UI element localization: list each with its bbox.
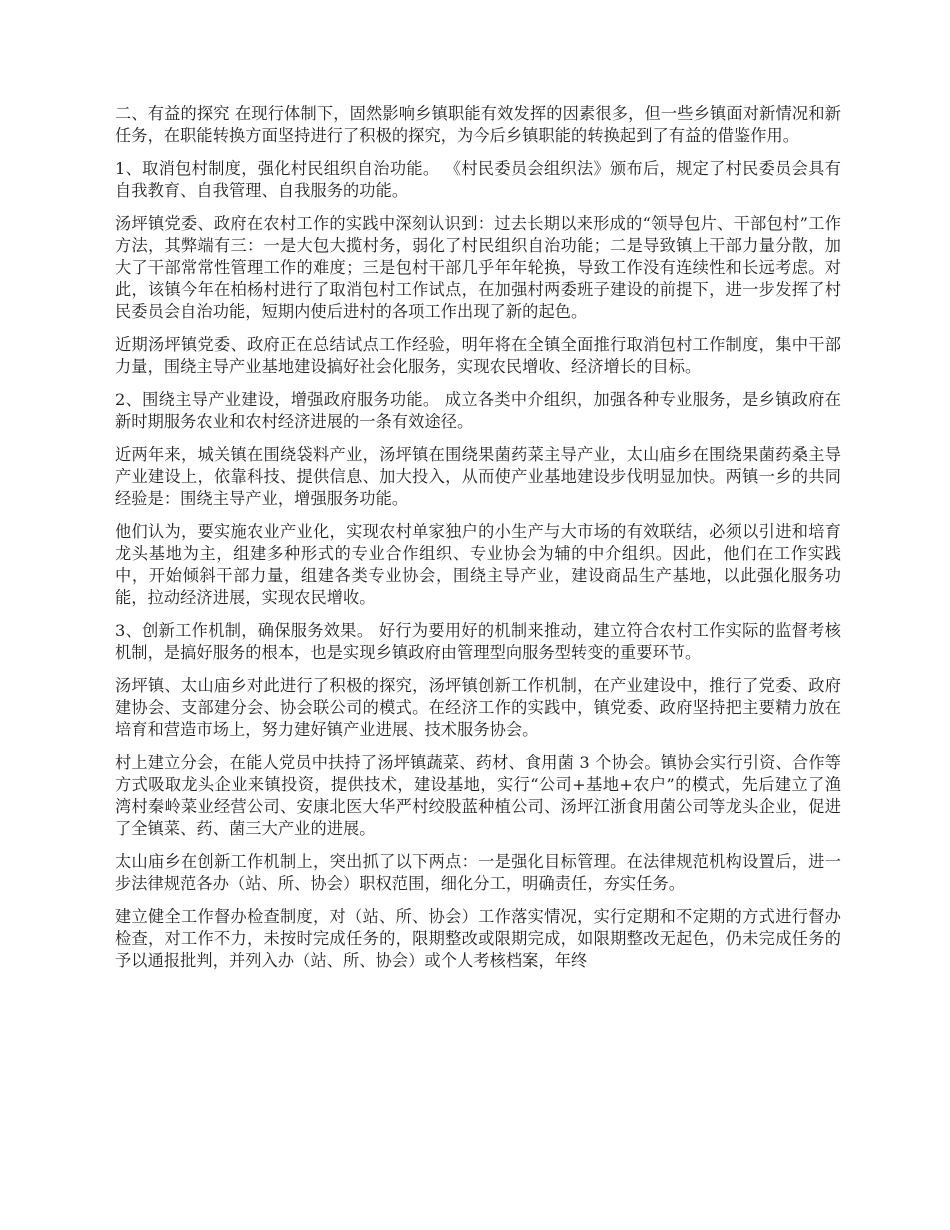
paragraph-section-3-heading: 3、创新工作机制，确保服务效果。 好行为要用好的机制来推动，建立符合农村工作实际的监督考核机制，是搞好服务的根本，也是实现乡镇政府由管理型向服务型转变的重要环节。 — [115, 621, 841, 662]
paragraph-intro: 二、有益的探究 在现行体制下，固然影响乡镇职能有效发挥的因素很多，但一些乡镇面对新情况和新任务，在职能转换方面坚持进行了积极的探究，为今后乡镇职能的转换起到了有益的借鉴作用。 — [115, 104, 841, 145]
document-page — [115, 103, 841, 983]
paragraph-two-towns-experience: 近两年来，城关镇在围绕袋料产业，汤坪镇在围绕果菌药菜主导产业，太山庙乡在围绕果菌药桑主导产业建设上，依靠科技、提供信息、加大投入，从而使产业基地建设步伐明显加快。两镇一乡的共同经验是：围绕主导产业，增强服务功能。 — [115, 445, 841, 508]
paragraph-tangping-plan: 近期汤坪镇党委、政府正在总结试点工作经验，明年将在全镇全面推行取消包村工作制度，集中干部力量，围绕主导产业基地建设搞好社会化服务，实现农民增收、经济增长的目标。 — [115, 335, 841, 376]
paragraph-intermediary-organizations: 他们认为，要实施农业产业化，实现农村单家独户的小生产与大市场的有效联结，必须以引进和培育龙头基地为主，组建多种形式的专业合作组织、专业协会为辅的中介组织。因此，他们在工作实践中，开始倾斜干部力量，组建各类专业协会，围绕主导产业，建设商品生产基地，以此强化服务功能，拉动经济进展，实现农民增收。 — [115, 522, 841, 607]
paragraph-section-1-heading: 1、取消包村制度，强化村民组织自治功能。 《村民委员会组织法》颁布后，规定了村民委员会具有自我教育、自我管理、自我服务的功能。 — [115, 159, 841, 200]
paragraph-village-associations: 村上建立分会，在能人党员中扶持了汤坪镇蔬菜、药材、食用菌 3 个协会。镇协会实行引资、合作等方式吸取龙头企业来镇投资，提供技术，建设基地，实行“公司+基地+农户”的模式，先后建立了渔湾村秦岭菜业经营公司、安康北医大华严村绞股蓝种植公司、汤坪江浙食用菌公司等龙头企业，促进了全镇菜、药、菌三大产业的进展。 — [115, 753, 841, 838]
paragraph-section-2-heading: 2、围绕主导产业建设，增强政府服务功能。 成立各类中介组织，加强各种专业服务，是乡镇政府在新时期服务农业和农村经济进展的一条有效途径。 — [115, 390, 841, 431]
paragraph-supervision-system: 建立健全工作督办检查制度，对（站、所、协会）工作落实情况，实行定期和不定期的方式进行督办检查，对工作不力，未按时完成任务的，限期整改或限期完成，如限期整改无起色，仍未完成任务的予以通报批判，并列入办（站、所、协会）或个人考核档案，年终 — [115, 907, 841, 970]
paragraph-tangping-mechanism: 汤坪镇、太山庙乡对此进行了积极的探究，汤坪镇创新工作机制，在产业建设中，推行了党委、政府建协会、支部建分会、协会联公司的模式。在经济工作的实践中，镇党委、政府坚持把主要精力放在培育和营造市场上，努力建好镇产业进展、技术服务协会。 — [115, 676, 841, 739]
paragraph-taishanmiao-targets: 太山庙乡在创新工作机制上，突出抓了以下两点：一是强化目标管理。在法律规范机构设置后，进一步法律规范各办（站、所、协会）职权范围，细化分工，明确责任，夯实任务。 — [115, 852, 841, 893]
paragraph-tangping-practice: 汤坪镇党委、政府在农村工作的实践中深刻认识到：过去长期以来形成的“领导包片、干部包村”工作方法，其弊端有三：一是大包大揽村务，弱化了村民组织自治功能；二是导致镇上干部力量分散，加大了干部常常性管理工作的难度；三是包村干部几乎年年轮换，导致工作没有连续性和长远考虑。对此，该镇今年在柏杨村进行了取消包村工作试点，在加强村两委班子建设的前提下，进一步发挥了村民委员会自治功能，短期内使后进村的各项工作出现了新的起色。 — [115, 214, 841, 321]
